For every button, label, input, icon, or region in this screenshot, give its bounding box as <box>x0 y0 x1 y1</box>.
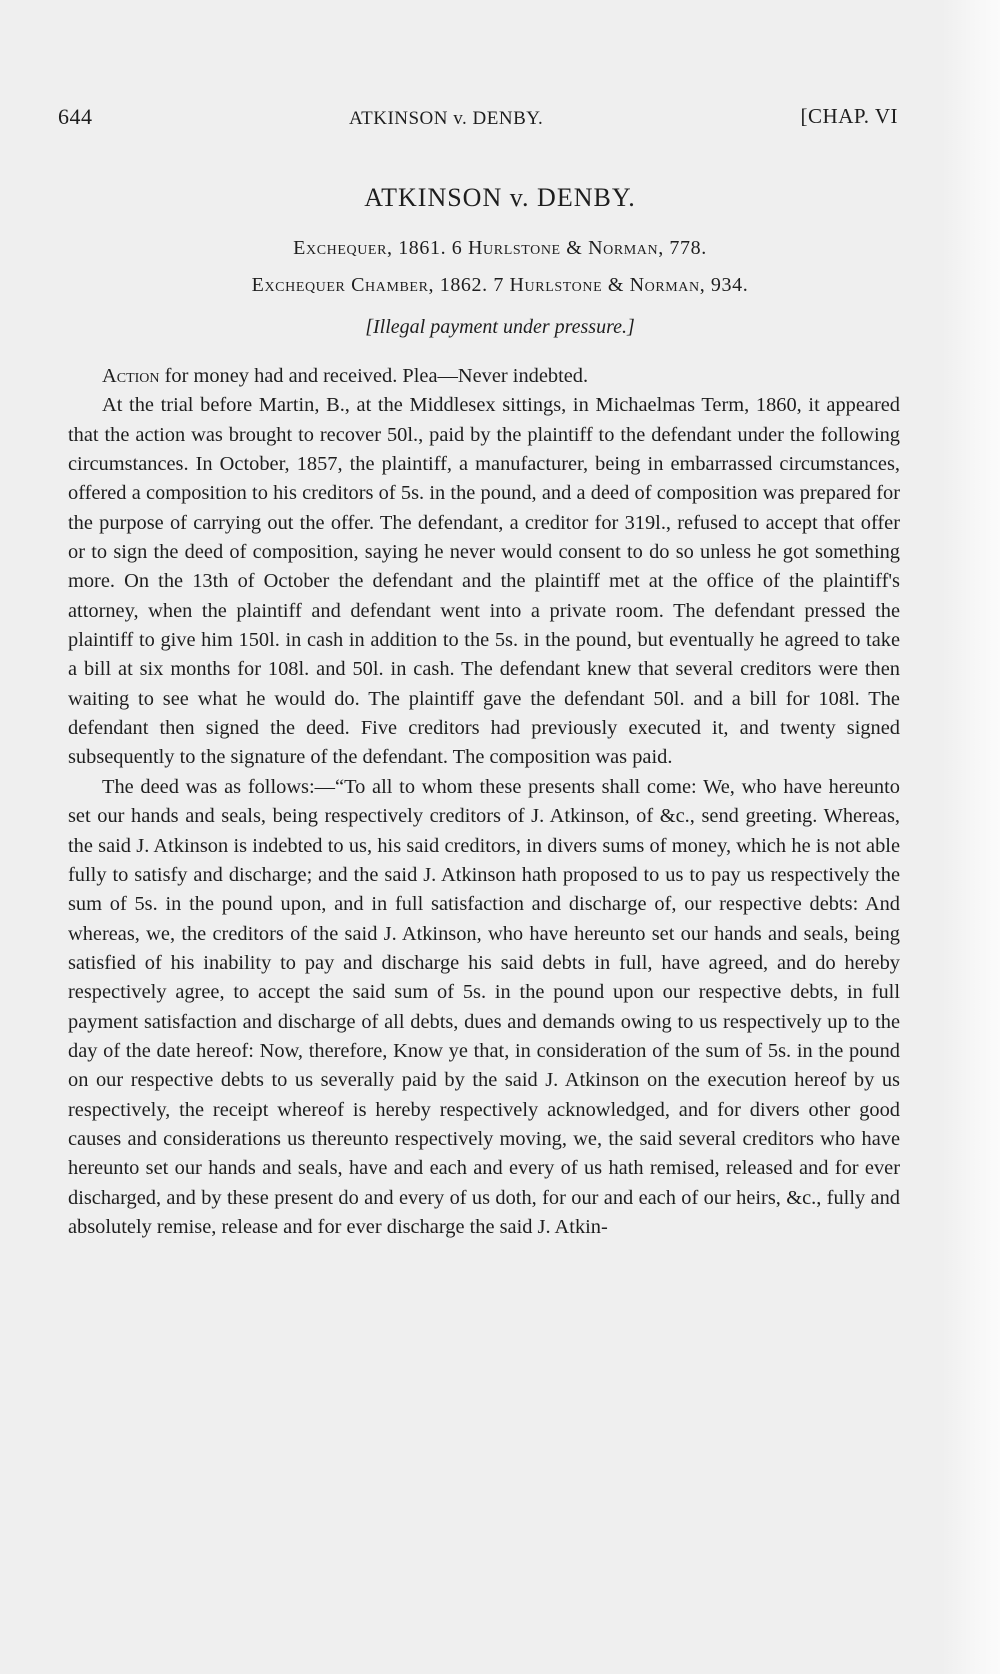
case-body <box>68 362 900 1242</box>
paragraph-facts: At the trial before Martin, B., at the Middlesex sittings, in Michaelmas Term, 1860, it appeared that the action was brought to recover 50l., paid by the plaintiff to the defendant under the following circumstances. In October, 1857, the plaintiff, a manufacturer, being in embarrassed circumstances, offered a composition to his creditors of 5s. in the pound, and a deed of composition was prepared for the purpose of carrying out the offer. The defendant, a creditor for 319l., refused to accept that offer or to sign the deed of composition, saying he never would consent to do so unless he got something more. On the 13th of October the defendant and the plaintiff met at the office of the plaintiff's attorney, when the plaintiff and defendant went into a private room. The defendant pressed the plaintiff to give him 150l. in cash in addition to the 5s. in the pound, but eventually he agreed to take a bill at six months for 108l. and 50l. in cash. The defendant knew that several creditors were then waiting to see what he would do. The plaintiff gave the defendant 50l. and a bill for 108l. The defendant then signed the deed. Five creditors had previously executed it, and twenty signed subsequently to the signature of the defendant. The composition was paid. <box>68 394 900 769</box>
running-head-case-name: ATKINSON v. DENBY. <box>349 108 544 129</box>
case-title: ATKINSON v. DENBY. <box>364 183 636 212</box>
paragraph-action <box>68 362 900 391</box>
page-number: 644 <box>58 104 93 129</box>
paragraph-lead-word: Action <box>102 365 160 387</box>
chapter-reference: [CHAP. VI <box>800 104 898 128</box>
paragraph-deed: The deed was as follows:—“To all to whom these presents shall come: We, who have hereunto set our hands and seals, being respectively creditors of J. Atkinson, of &c., send greeting. Whereas, the said J. Atkinson is indebted to us, his said creditors, in divers sums of money, which he is not able fully to satisfy and discharge; and the said J. Atkinson hath proposed to us to pay us respectively the sum of 5s. in the pound upon, and in full satisfaction and discharge of, our respective debts: And whereas, we, the creditors of the said J. Atkinson, who have hereunto set our hands and seals, being satisfied of his inability to pay and discharge his said debts in full, have agreed, and do hereby respectively agree, to accept the said sum of 5s. in the pound upon our respective debts, in full payment satisfaction and discharge of all debts, dues and demands owing to us respectively up to the day of the date hereof: Now, therefore, Know ye that, in consideration of the sum of 5s. in the pound on our respective debts to us severally paid by the said J. Atkinson on the execution hereof by us respectively, the receipt whereof is hereby respectively acknowledged, and for divers other good causes and considerations us thereunto respectively moving, we, the said several creditors who have hereunto set our hands and seals, have and each and every of us hath remised, released and for ever discharged, and by these present do and every of us doth, for our and each of our heirs, &c., fully and absolutely remise, release and for ever discharge the said J. Atkin- <box>68 775 900 1238</box>
citation-exchequer: Exchequer, 1861. 6 Hurlstone & Norman, 778. <box>293 237 707 259</box>
citation-exchequer-chamber: Exchequer Chamber, 1862. 7 Hurlstone & Norman, 934. <box>251 274 749 296</box>
headnote: [Illegal payment under pressure.] <box>365 316 635 338</box>
running-head <box>58 104 898 134</box>
paragraph-action-text: for money had and received. Plea—Never indebted. <box>159 365 589 387</box>
